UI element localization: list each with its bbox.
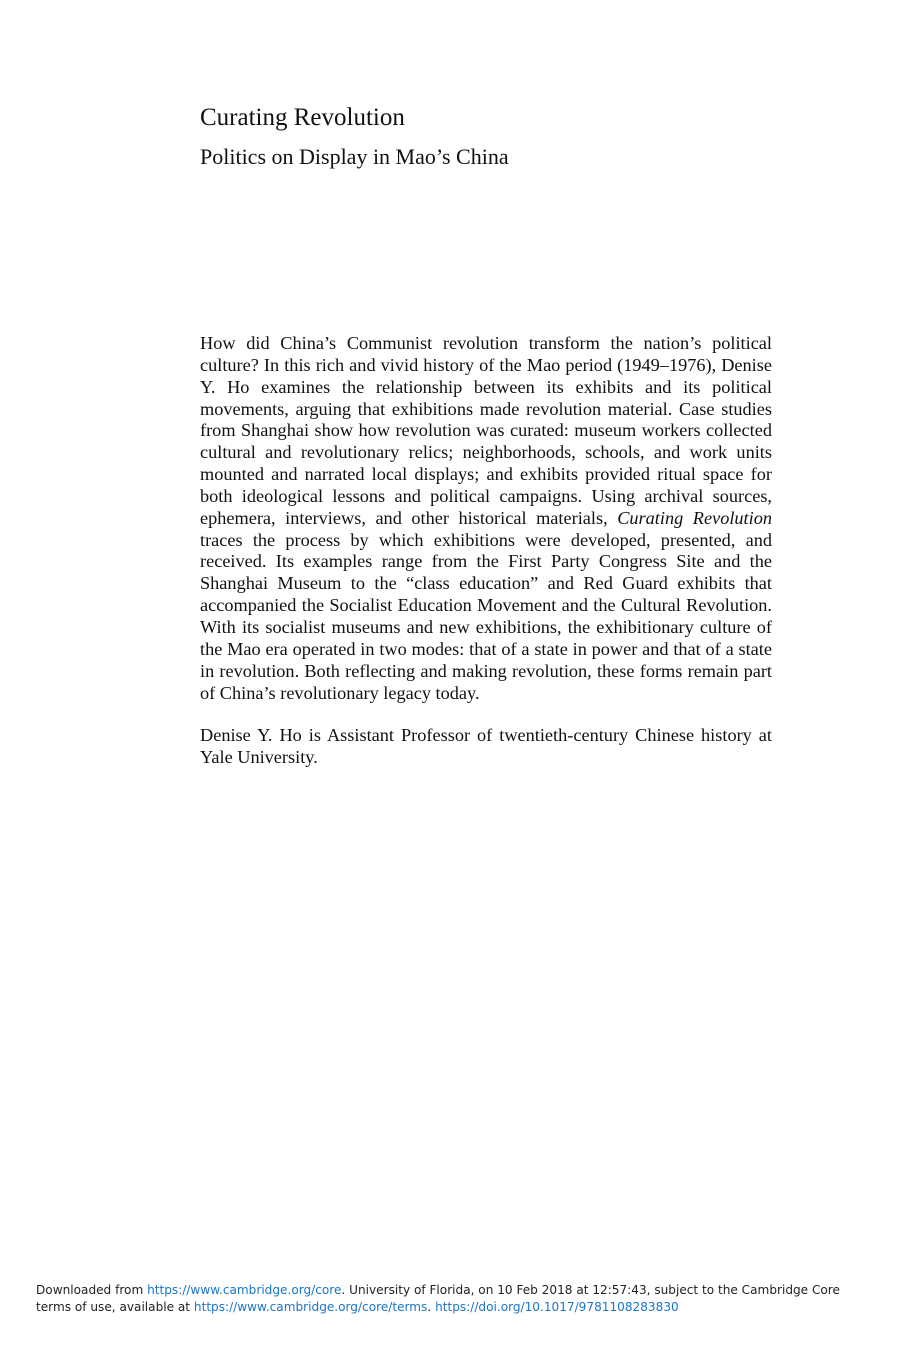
description-text-end: traces the process by which exhibitions were developed, presented, and received. Its examples range from the First Party Congress Site and the Shanghai Museum to the “class education” and Red Guard exhibits that accompanied the Socialist Education Movement and the Cultural Revolution. With its socialist museums and new exhibitions, the exhibitionary culture of the Mao era operated in two modes: that of a state in power and that of a state in revolution. Both reflecting and making revolution, these forms remain part of China’s revolutionary legacy today. <box>200 529 772 703</box>
book-subtitle: Politics on Display in Mao’s China <box>200 144 509 169</box>
book-blurb <box>200 333 772 769</box>
footer-separator-text: . <box>427 1300 436 1314</box>
cambridge-core-link[interactable]: https://www.cambridge.org/core <box>147 1283 342 1297</box>
footer-downloaded-from-text: Downloaded from <box>36 1283 148 1297</box>
book-title: Curating Revolution <box>200 104 405 131</box>
footer-middle-text: . University of Florida, on 10 Feb 2018 at 12:57:43, subject to the Cambridge Core terms of use, available at <box>36 1283 840 1314</box>
description-book-title-italic: Curating Revolution <box>617 507 772 528</box>
doi-link[interactable]: https://doi.org/10.1017/9781108283830 <box>435 1300 679 1314</box>
description-text-start: How did China’s Communist revolution transform the nation’s political culture? In this rich and vivid history of the Mao period (1949–1976), Denise Y. Ho examines the relationship between its exhibits and its political movements, arguing that exhibitions made revolution material. Case studies from Shanghai show how revolution was curated: museum workers collected cultural and revolutionary relics; neighborhoods, schools, and work units mounted and narrated local displays; and exhibits provided ritual space for both ideological lessons and political campaigns. Using archival sources, ephemera, interviews, and other historical materials, <box>200 333 772 528</box>
cambridge-terms-link[interactable]: https://www.cambridge.org/core/terms <box>193 1300 428 1314</box>
description-paragraph <box>200 333 772 704</box>
author-bio-paragraph: Denise Y. Ho is Assistant Professor of twentieth-century Chinese history at Yale University. <box>200 725 772 768</box>
download-notice-footer <box>36 1282 876 1316</box>
